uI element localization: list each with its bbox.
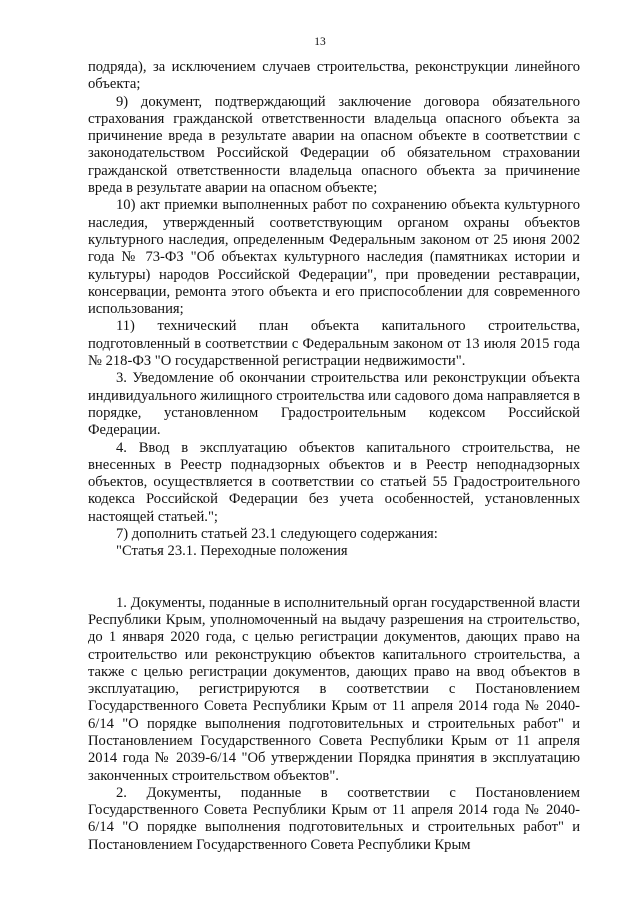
paragraph-article-part-2: 2. Документы, поданные в соответствии с Постановлением Государственного Совета Республики Крым от 11 апреля 2014 года № 2040-6/14 "О порядке выполнения подготовительных и строительных работ" и Постановлением Государственного Совета Республики Крым [88, 784, 580, 853]
paragraph-item-9: 9) документ, подтверждающий заключение договора обязательного страхования гражданской ответственности владельца опасного объекта за причинение вреда в результате аварии на опасном объекте в соответствии с законодательством Российской Федерации об обязательном страховании гражданской ответственности владельца опасного объекта за причинение вреда в результате аварии на опасном объекте; [88, 93, 580, 197]
paragraph-continuation: подряда), за исключением случаев строительства, реконструкции линейного объекта; [88, 59, 580, 93]
paragraph-article-part-1: 1. Документы, поданные в исполнительный орган государственной власти Республики Крым, уполномоченный на выдачу разрешения на строительство, до 1 января 2020 года, с целью регистрации документов, дающих право на строительство или реконструкцию объектов капитального строительства, а также с целью регистрации документов, дающих право на ввод объектов в эксплуатацию, регистрируются в соответствии с Постановлением Государственного Совета Республики Крым от 11 апреля 2014 года № 2040-6/14 "О порядке выполнения подготовительных и строительных работ" и Постановлением Государственного Совета Республики Крым от 11 апреля 2014 года № 2039-6/14 "Об утверждении Порядка принятия в эксплуатацию законченных строительством объектов". [88, 594, 580, 784]
blank-gap [88, 561, 580, 595]
paragraph-section-4: 4. Ввод в эксплуатацию объектов капитального строительства, не внесенных в Реестр поднадзорных объектов и в Реестр неподнадзорных объектов, осуществляется в соответствии со статьей 55 Градостроительного кодекса Российской Федерации без учета особенностей, установленных настоящей статьей."; [88, 439, 580, 525]
page-number: 13 [314, 36, 326, 48]
document-body [88, 59, 580, 854]
paragraph-section-3: 3. Уведомление об окончании строительства или реконструкции объекта индивидуального жилищного строительства или садового дома направляется в порядке, установленном Градостроительным кодексом Российской Федерации. [88, 370, 581, 439]
article-heading: "Статья 23.1. Переходные положения [116, 543, 348, 560]
paragraph-item-10: 10) акт приемки выполненных работ по сохранению объекта культурного наследия, утвержденный соответствующим органом охраны объектов культурного наследия, определенным Федеральным законом от 25 июня 2002 года № 73-ФЗ "Об объектах культурного наследия (памятниках истории и культуры) народов Российской Федерации", при проведении реставрации, консервации, ремонта этого объекта и его приспособлении для современного использования; [88, 197, 580, 318]
paragraph-item-7: 7) дополнить статьей 23.1 следующего содержания: [116, 526, 438, 543]
paragraph-item-11: 11) технический план объекта капитального строительства, подготовленный в соответствии с Федеральным законом от 13 июля 2015 года № 218-ФЗ "О государственной регистрации недвижимости". [88, 318, 580, 370]
